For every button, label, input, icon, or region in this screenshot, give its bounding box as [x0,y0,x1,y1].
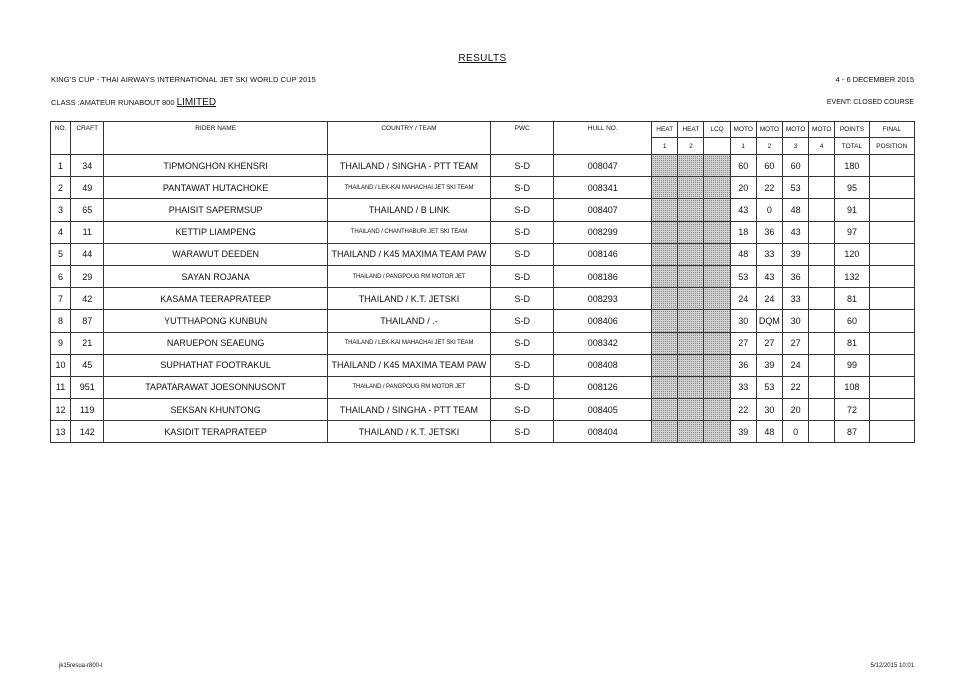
cell-pwc: S-D [491,310,554,332]
cell-points-total: 120 [835,243,869,265]
cell-rider-name: SEKSAN KHUNTONG [104,399,328,421]
cell-rider-name: PANTAWAT HUTACHOKE [104,177,328,199]
cell-craft: 44 [71,243,104,265]
cell-final-position [869,376,914,398]
event-dates: 4 - 6 DECEMBER 2015 [835,75,914,84]
cell-lcq [704,177,730,199]
cell-moto-1: 27 [730,332,756,354]
cell-craft: 29 [71,265,104,287]
cell-moto-3: 22 [782,376,808,398]
cell-heat-2 [678,155,704,177]
cell-hull-no: 008126 [554,376,652,398]
cell-moto-1: 43 [730,199,756,221]
cell-moto-4 [809,221,835,243]
moto-3-number: 3 [782,138,808,155]
table-row [51,376,915,398]
cell-no: 12 [51,399,71,421]
col-moto-3: MOTO [782,122,808,138]
cell-craft: 45 [71,354,104,376]
cell-moto-4 [809,155,835,177]
cell-craft: 21 [71,332,104,354]
heat-1-number: 1 [652,138,678,155]
cell-pwc: S-D [491,332,554,354]
cell-craft: 142 [71,421,104,443]
cell-moto-3: 33 [782,288,808,310]
table-row [51,177,915,199]
cell-lcq [704,288,730,310]
cell-heat-2 [678,376,704,398]
footer-file: jk15resua-r800-l [59,663,103,669]
cell-lcq [704,376,730,398]
cell-moto-1: 36 [730,354,756,376]
cell-moto-1: 30 [730,310,756,332]
cell-final-position [869,155,914,177]
cell-final-position [869,243,914,265]
cell-country-team: THAILAND / PANGPOUG RM MOTOR JET [327,265,490,287]
cell-hull-no: 008186 [554,265,652,287]
table-row [51,199,915,221]
cell-craft: 65 [71,199,104,221]
cell-heat-2 [678,421,704,443]
cell-moto-4 [809,332,835,354]
cell-country-team: THAILAND / .- [327,310,490,332]
cell-pwc: S-D [491,354,554,376]
cell-heat-1 [652,376,678,398]
cell-no: 8 [51,310,71,332]
cell-heat-2 [678,243,704,265]
cell-moto-1: 24 [730,288,756,310]
cell-final-position [869,288,914,310]
cell-heat-1 [652,177,678,199]
cell-country-team: THAILAND / K45 MAXIMA TEAM PAW [327,354,490,376]
cell-hull-no: 008146 [554,243,652,265]
cell-pwc: S-D [491,421,554,443]
cell-heat-1 [652,288,678,310]
cell-moto-1: 20 [730,177,756,199]
cell-heat-1 [652,155,678,177]
cell-moto-4 [809,376,835,398]
cell-rider-name: WARAWUT DEEDEN [104,243,328,265]
cell-pwc: S-D [491,221,554,243]
cell-moto-4 [809,199,835,221]
cell-points-total: 95 [835,177,869,199]
footer-timestamp: 5/12/2015 10:01 [870,663,914,669]
cell-heat-2 [678,288,704,310]
cell-points-total: 81 [835,288,869,310]
cell-lcq [704,243,730,265]
cell-heat-1 [652,221,678,243]
col-moto-1: MOTO [730,122,756,138]
table-row [51,332,915,354]
table-row [51,265,915,287]
col-hull-no: HULL NO. [554,122,652,155]
cell-no: 1 [51,155,71,177]
cell-moto-2: 27 [756,332,782,354]
heat-2-number: 2 [678,138,704,155]
cell-moto-3: 43 [782,221,808,243]
cell-heat-2 [678,265,704,287]
cell-no: 10 [51,354,71,376]
cell-craft: 951 [71,376,104,398]
lcq-sub [704,138,730,155]
cell-moto-4 [809,354,835,376]
cell-moto-2: 43 [756,265,782,287]
cell-country-team: THAILAND / K.T. JETSKI [327,421,490,443]
cell-hull-no: 008405 [554,399,652,421]
cell-no: 11 [51,376,71,398]
cell-country-team: THAILAND / LEK-KAI MAHACHAI JET SKI TEAM [327,332,490,354]
cell-lcq [704,354,730,376]
cell-moto-2: 53 [756,376,782,398]
moto-1-number: 1 [730,138,756,155]
cell-final-position [869,399,914,421]
cell-no: 13 [51,421,71,443]
cell-moto-2: 48 [756,421,782,443]
cell-moto-3: 0 [782,421,808,443]
cell-final-position [869,221,914,243]
cell-heat-1 [652,399,678,421]
cell-moto-1: 53 [730,265,756,287]
cell-moto-3: 36 [782,265,808,287]
event-name: KING'S CUP - THAI AIRWAYS INTERNATIONAL JET SKI WORLD CUP 2015 [51,75,316,84]
cell-final-position [869,354,914,376]
cell-moto-2: 39 [756,354,782,376]
cell-rider-name: YUTTHAPONG KUNBUN [104,310,328,332]
cell-moto-2: 60 [756,155,782,177]
cell-no: 9 [51,332,71,354]
cell-moto-2: 30 [756,399,782,421]
col-heat-1: HEAT [652,122,678,138]
cell-final-position [869,332,914,354]
cell-points-total: 180 [835,155,869,177]
cell-pwc: S-D [491,177,554,199]
results-table [50,121,915,443]
cell-hull-no: 008406 [554,310,652,332]
cell-country-team: THAILAND / SINGHA - PTT TEAM [327,399,490,421]
cell-moto-3: 30 [782,310,808,332]
cell-craft: 119 [71,399,104,421]
cell-hull-no: 008408 [554,354,652,376]
col-moto-4: MOTO [809,122,835,138]
cell-lcq [704,265,730,287]
cell-moto-2: 0 [756,199,782,221]
col-moto-2: MOTO [756,122,782,138]
cell-points-total: 132 [835,265,869,287]
cell-rider-name: SUPHATHAT FOOTRAKUL [104,354,328,376]
cell-heat-1 [652,243,678,265]
cell-final-position [869,310,914,332]
table-row [51,399,915,421]
cell-rider-name: TAPATARAWAT JOESONNUSONT [104,376,328,398]
class-name: CLASS :AMATEUR RUNABOUT 800 LIMITED [51,97,217,108]
cell-pwc: S-D [491,243,554,265]
cell-moto-3: 27 [782,332,808,354]
cell-moto-2: 36 [756,221,782,243]
table-row [51,421,915,443]
cell-moto-4 [809,421,835,443]
cell-craft: 34 [71,155,104,177]
cell-moto-4 [809,177,835,199]
cell-hull-no: 008299 [554,221,652,243]
cell-country-team: THAILAND / LEK-KAI MAHACHAI JET SKI TEAM [327,177,490,199]
cell-rider-name: KASAMA TEERAPRATEEP [104,288,328,310]
cell-pwc: S-D [491,376,554,398]
event-type: EVENT: CLOSED COURSE [826,99,914,106]
table-row [51,243,915,265]
cell-moto-2: 22 [756,177,782,199]
class-limited: LIMITED [176,97,217,108]
col-lcq: LCQ [704,122,730,138]
cell-final-position [869,199,914,221]
cell-country-team: THAILAND / K.T. JETSKI [327,288,490,310]
cell-heat-1 [652,199,678,221]
cell-points-total: 87 [835,421,869,443]
cell-moto-3: 20 [782,399,808,421]
cell-rider-name: SAYAN ROJANA [104,265,328,287]
cell-moto-3: 60 [782,155,808,177]
points-total: TOTAL [835,138,869,155]
cell-rider-name: PHAISIT SAPERMSUP [104,199,328,221]
cell-country-team: THAILAND / K45 MAXIMA TEAM PAW [327,243,490,265]
cell-points-total: 97 [835,221,869,243]
col-heat-2: HEAT [678,122,704,138]
moto-4-number: 4 [809,138,835,155]
cell-hull-no: 008341 [554,177,652,199]
col-no: NO. [51,122,71,155]
col-rider-name: RIDER NAME [104,122,328,155]
cell-lcq [704,155,730,177]
table-row [51,221,915,243]
cell-no: 3 [51,199,71,221]
cell-country-team: THAILAND / PANGPOUG RM MOTOR JET [327,376,490,398]
cell-moto-2: 33 [756,243,782,265]
cell-lcq [704,199,730,221]
moto-2-number: 2 [756,138,782,155]
cell-moto-1: 48 [730,243,756,265]
cell-heat-2 [678,399,704,421]
table-row [51,155,915,177]
cell-hull-no: 008342 [554,332,652,354]
header-row [51,122,915,138]
cell-moto-1: 60 [730,155,756,177]
final-position: POSITION [869,138,914,155]
cell-moto-4 [809,265,835,287]
cell-points-total: 72 [835,399,869,421]
cell-hull-no: 008047 [554,155,652,177]
page-title: RESULTS [458,53,507,64]
cell-craft: 11 [71,221,104,243]
cell-no: 4 [51,221,71,243]
cell-country-team: THAILAND / SINGHA - PTT TEAM [327,155,490,177]
cell-country-team: THAILAND / B LINK [327,199,490,221]
cell-heat-1 [652,332,678,354]
cell-moto-1: 22 [730,399,756,421]
cell-final-position [869,177,914,199]
cell-moto-1: 39 [730,421,756,443]
cell-moto-4 [809,288,835,310]
cell-hull-no: 008404 [554,421,652,443]
cell-hull-no: 008293 [554,288,652,310]
cell-rider-name: KASIDIT TERAPRATEEP [104,421,328,443]
cell-heat-1 [652,354,678,376]
cell-moto-1: 18 [730,221,756,243]
cell-lcq [704,221,730,243]
cell-moto-1: 33 [730,376,756,398]
cell-moto-2: 24 [756,288,782,310]
col-final: FINAL [869,122,914,138]
cell-no: 5 [51,243,71,265]
cell-craft: 49 [71,177,104,199]
col-points: POINTS [835,122,869,138]
cell-pwc: S-D [491,399,554,421]
cell-moto-3: 39 [782,243,808,265]
cell-final-position [869,421,914,443]
cell-no: 2 [51,177,71,199]
cell-pwc: S-D [491,199,554,221]
cell-no: 6 [51,265,71,287]
cell-heat-2 [678,177,704,199]
cell-lcq [704,310,730,332]
cell-moto-3: 53 [782,177,808,199]
cell-points-total: 60 [835,310,869,332]
cell-lcq [704,332,730,354]
cell-moto-3: 24 [782,354,808,376]
table-row [51,310,915,332]
cell-lcq [704,399,730,421]
cell-final-position [869,265,914,287]
cell-heat-1 [652,310,678,332]
cell-moto-3: 48 [782,199,808,221]
cell-pwc: S-D [491,265,554,287]
cell-points-total: 81 [835,332,869,354]
table-row [51,288,915,310]
cell-moto-4 [809,243,835,265]
table-row [51,354,915,376]
cell-points-total: 99 [835,354,869,376]
cell-pwc: S-D [491,155,554,177]
cell-heat-1 [652,421,678,443]
cell-pwc: S-D [491,288,554,310]
cell-heat-2 [678,199,704,221]
cell-heat-2 [678,354,704,376]
cell-heat-1 [652,265,678,287]
cell-heat-2 [678,332,704,354]
col-country-team: COUNTRY / TEAM [327,122,490,155]
cell-heat-2 [678,221,704,243]
cell-rider-name: TIPMONGHON KHENSRI [104,155,328,177]
cell-rider-name: KETTIP LIAMPENG [104,221,328,243]
cell-heat-2 [678,310,704,332]
cell-lcq [704,421,730,443]
cell-points-total: 91 [835,199,869,221]
col-craft: CRAFT [71,122,104,155]
cell-craft: 87 [71,310,104,332]
col-pwc: PWC [491,122,554,155]
cell-moto-4 [809,310,835,332]
cell-craft: 42 [71,288,104,310]
cell-no: 7 [51,288,71,310]
cell-country-team: THAILAND / CHANTHABURI JET SKI TEAM [327,221,490,243]
cell-hull-no: 008407 [554,199,652,221]
cell-points-total: 108 [835,376,869,398]
cell-rider-name: NARUEPON SEAEUNG [104,332,328,354]
cell-moto-4 [809,399,835,421]
cell-moto-2: DQM [756,310,782,332]
